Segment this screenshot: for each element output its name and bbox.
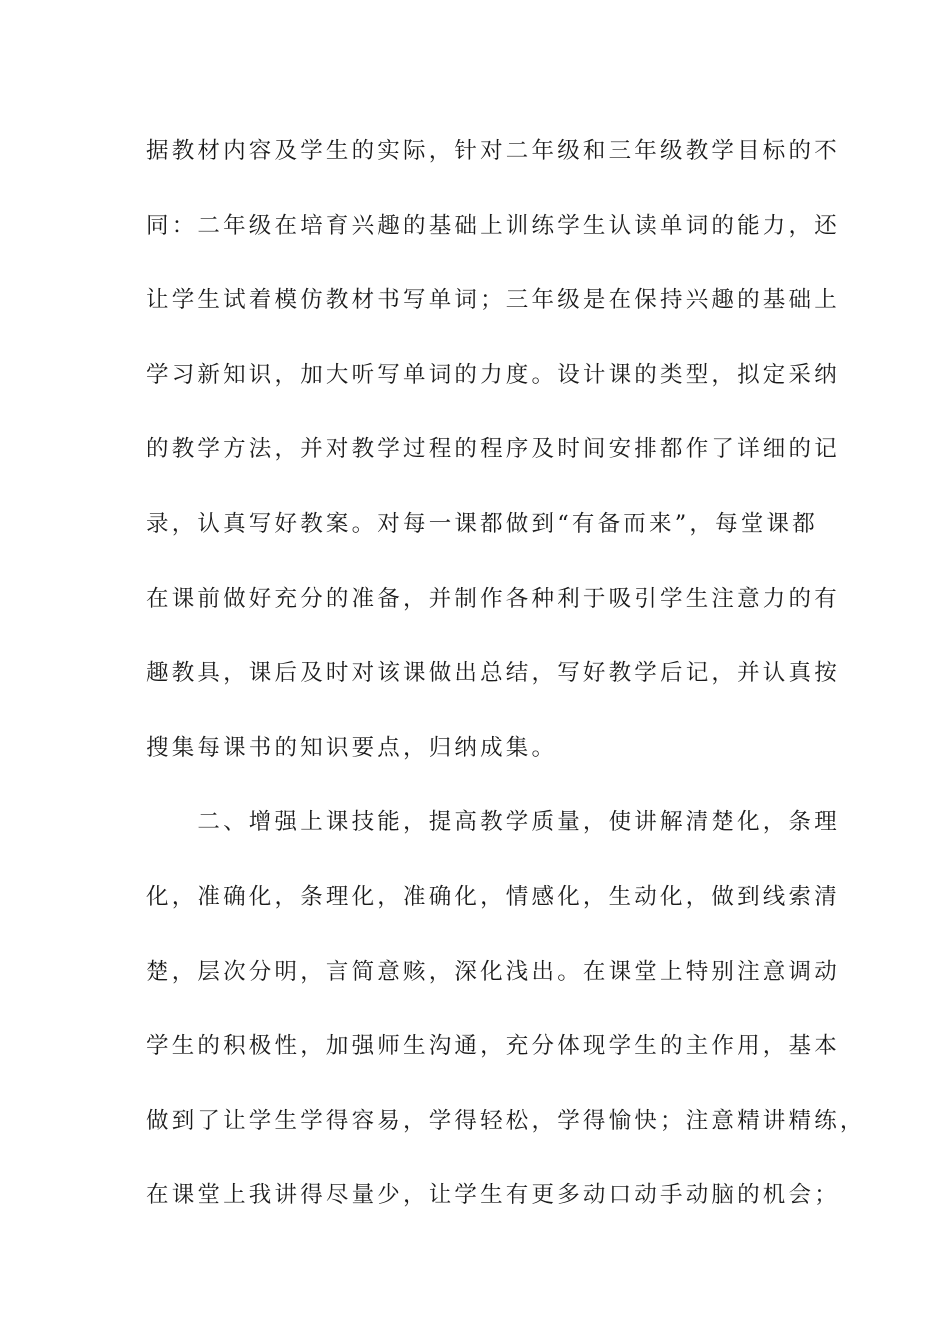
text-line: 趣教具，课后及时对该课做出总结，写好教学后记，并认真按: [146, 660, 840, 687]
text-line: 让学生试着模仿教材书写单词；三年级是在保持兴趣的基础上: [146, 287, 840, 314]
text-line: 据教材内容及学生的实际，针对二年级和三年级教学目标的不: [146, 138, 840, 164]
text-line: 做到了让学生学得容易，学得轻松，学得愉快；注意精讲精练，: [146, 1107, 866, 1134]
text-line: 同：二年级在培育兴趣的基础上训练学生认读单词的能力，还: [146, 212, 840, 239]
text-line: 学生的积极性，加强师生沟通，充分体现学生的主作用，基本: [146, 1033, 840, 1060]
text-line: 的教学方法，并对教学过程的程序及时间安排都作了详细的记: [146, 436, 840, 463]
text-line: 搜集每课书的知识要点，归纳成集。: [146, 734, 558, 761]
text-line: 录，认真写好教案。对每一课都做到“有备而来”，每堂课都: [146, 510, 818, 537]
text-line: 在课堂上我讲得尽量少，让学生有更多动口动手动脑的机会；: [146, 1182, 840, 1209]
text-line: 二、增强上课技能，提高教学质量，使讲解清楚化，条理: [146, 809, 840, 836]
text-line: 在课前做好充分的准备，并制作各种利于吸引学生注意力的有: [146, 585, 840, 612]
text-line: 学习新知识，加大听写单词的力度。设计课的类型，拟定采纳: [146, 361, 840, 388]
text-line: 化，准确化，条理化，准确化，情感化，生动化，做到线索清: [146, 883, 840, 910]
text-line: 楚，层次分明，言简意赅，深化浅出。在课堂上特别注意调动: [146, 958, 840, 985]
body-text: [146, 128, 866, 1247]
